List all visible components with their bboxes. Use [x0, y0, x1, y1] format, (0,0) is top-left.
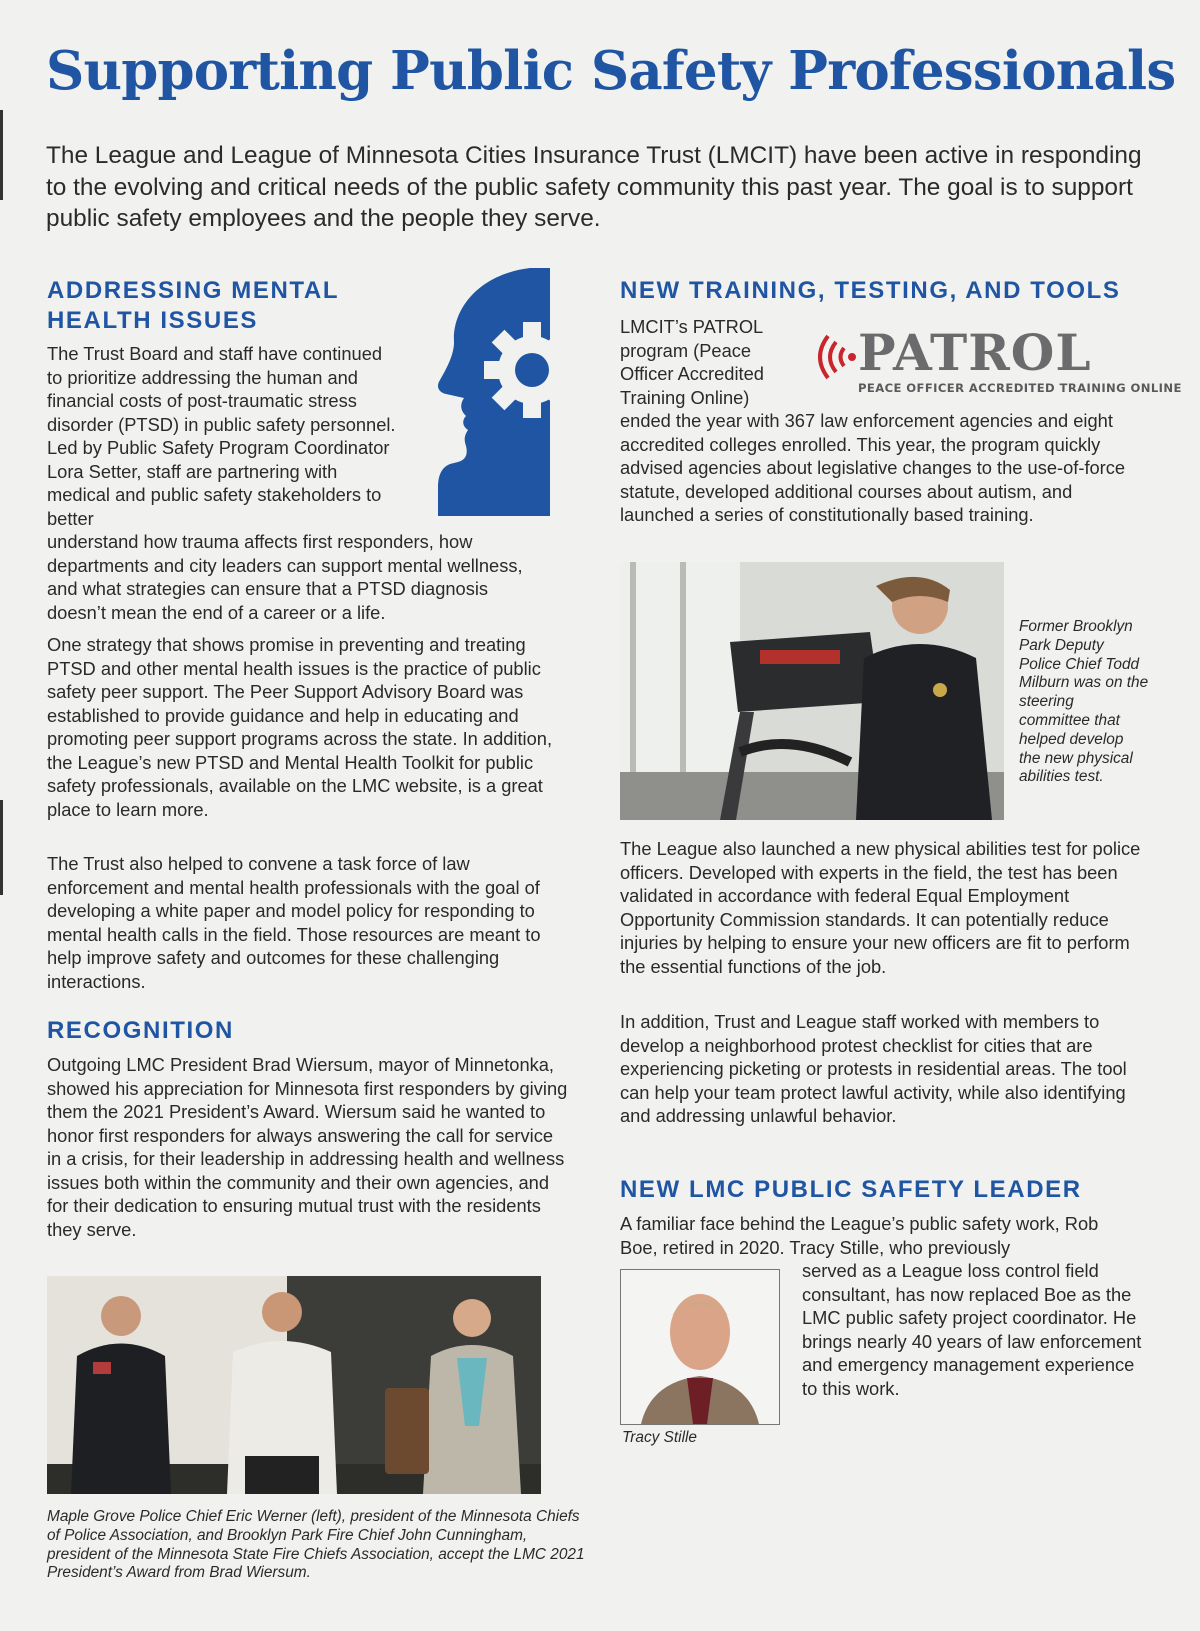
head-gear-icon [410, 268, 550, 516]
section-heading-training: NEW TRAINING, TESTING, AND TOOLS [620, 277, 1121, 304]
margin-mark [0, 800, 3, 895]
award-photo-caption: Maple Grove Police Chief Eric Werner (left), president of the Minnesota Chiefs of Police Association, and Brooklyn Park Fire Chief John Cunningham, president of the Minnesota State Fire Chiefs Association, accept the LMC 2021 President’s Award from Brad Wiersum. [47, 1508, 585, 1582]
treadmill-photo-caption: Former Brooklyn Park Deputy Police Chief Todd Milburn was on the steering committee that helped develop the new physical abilities test. [1019, 618, 1149, 786]
page-title: Supporting Public Safety Professionals [46, 40, 1176, 102]
mental-health-paragraph-2: One strategy that shows promise in preventing and treating PTSD and other mental health issues is the practice of public safety peer support. The Peer Support Advisory Board was established to provide guidance and help in educating and promoting peer support programs across the state. In addition, the League’s new PTSD and Mental Health Toolkit for public safety professionals, available on the LMC website, is a great place to learn more. [47, 634, 553, 820]
section-heading-recognition: RECOGNITION [47, 1017, 234, 1044]
patrol-logo [806, 322, 1182, 400]
training-paragraph-3: In addition, Trust and League staff worked with members to develop a neighborhood protest checklist for cities that are experiencing picketing or protests in residential areas. The tool can help your team protect lawful activity, while also identifying and addressing unlawful behavior. [620, 1011, 1127, 1126]
leader-paragraph-b: served as a League loss control field consultant, has now replaced Boe as the LMC public safety project coordinator. He brings nearly 40 years of law enforcement and emergency management experience to this work. [802, 1260, 1142, 1399]
training-paragraph-1b: ended the year with 367 law enforcement agencies and eight accredited colleges enrolled. This year, the program quickly advised agencies about legislative changes to the use-of-force statute, developed additional courses about autism, and launched a series of constitutionally based training. [620, 410, 1126, 525]
mental-health-paragraph-3: The Trust also helped to convene a task force of law enforcement and mental health professionals with the goal of developing a white paper and model policy for responding to mental health calls in the field. Those resources are meant to help improve safety and outcomes for these challenging interactions. [47, 853, 541, 992]
section-heading-leader: NEW LMC PUBLIC SAFETY LEADER [620, 1176, 1082, 1203]
tracy-stille-portrait [620, 1269, 780, 1425]
patrol-logo-tagline: PEACE OFFICER ACCREDITED TRAINING ONLINE [858, 381, 1182, 395]
patrol-logo-word: PATROL [858, 323, 1092, 382]
training-paragraph-1a: LMCIT’s PATROL program (Peace Officer Accredited Training Online) [620, 316, 764, 408]
portrait-caption: Tracy Stille [622, 1429, 697, 1446]
officer-treadmill-photo [620, 562, 1004, 820]
training-paragraph-2: The League also launched a new physical abilities test for police officers. Developed with experts in the field, the test has been validated in accordance with federal Equal Employment Opportunity Commission standards. It can potentially reduce injuries by helping to ensure your new officers are fit to perform the essential functions of the job. [620, 838, 1141, 977]
intro-paragraph: The League and League of Minnesota Cities Insurance Trust (LMCIT) have been active in responding to the evolving and critical needs of the public safety community this past year. The goal is to support public safety employees and the people they serve. [46, 142, 1142, 232]
leader-paragraph-a: A familiar face behind the League’s public safety work, Rob Boe, retired in 2020. Tracy Stille, who previously [620, 1213, 1099, 1258]
mental-health-paragraph-1a: The Trust Board and staff have continued to prioritize addressing the human and financial costs of post-traumatic stress disorder (PTSD) in public safety personnel. Led by Public Safety Program Coordinator Lora Setter, staff are partnering with medical and public safety stakeholders to better [47, 343, 396, 529]
section-heading-mental-health: ADDRESSING MENTAL HEALTH ISSUES [47, 277, 340, 334]
mental-health-paragraph-1b: understand how trauma affects first responders, how departments and city leaders can support mental wellness, and what strategies can ensure that a PTSD diagnosis doesn’t mean the end of a career or a life. [47, 531, 523, 623]
recognition-paragraph: Outgoing LMC President Brad Wiersum, mayor of Minnetonka, showed his appreciation for Minnesota first responders by giving them the 2021 President’s Award. Wiersum said he wanted to honor first responders for always answering the call for service in a crisis, for their leadership in addressing health and wellness issues both within the community and their own agencies, and for their dedication to ensuring mutual trust with the residents they serve. [47, 1054, 568, 1240]
margin-mark [0, 110, 3, 200]
award-photo [47, 1276, 541, 1494]
